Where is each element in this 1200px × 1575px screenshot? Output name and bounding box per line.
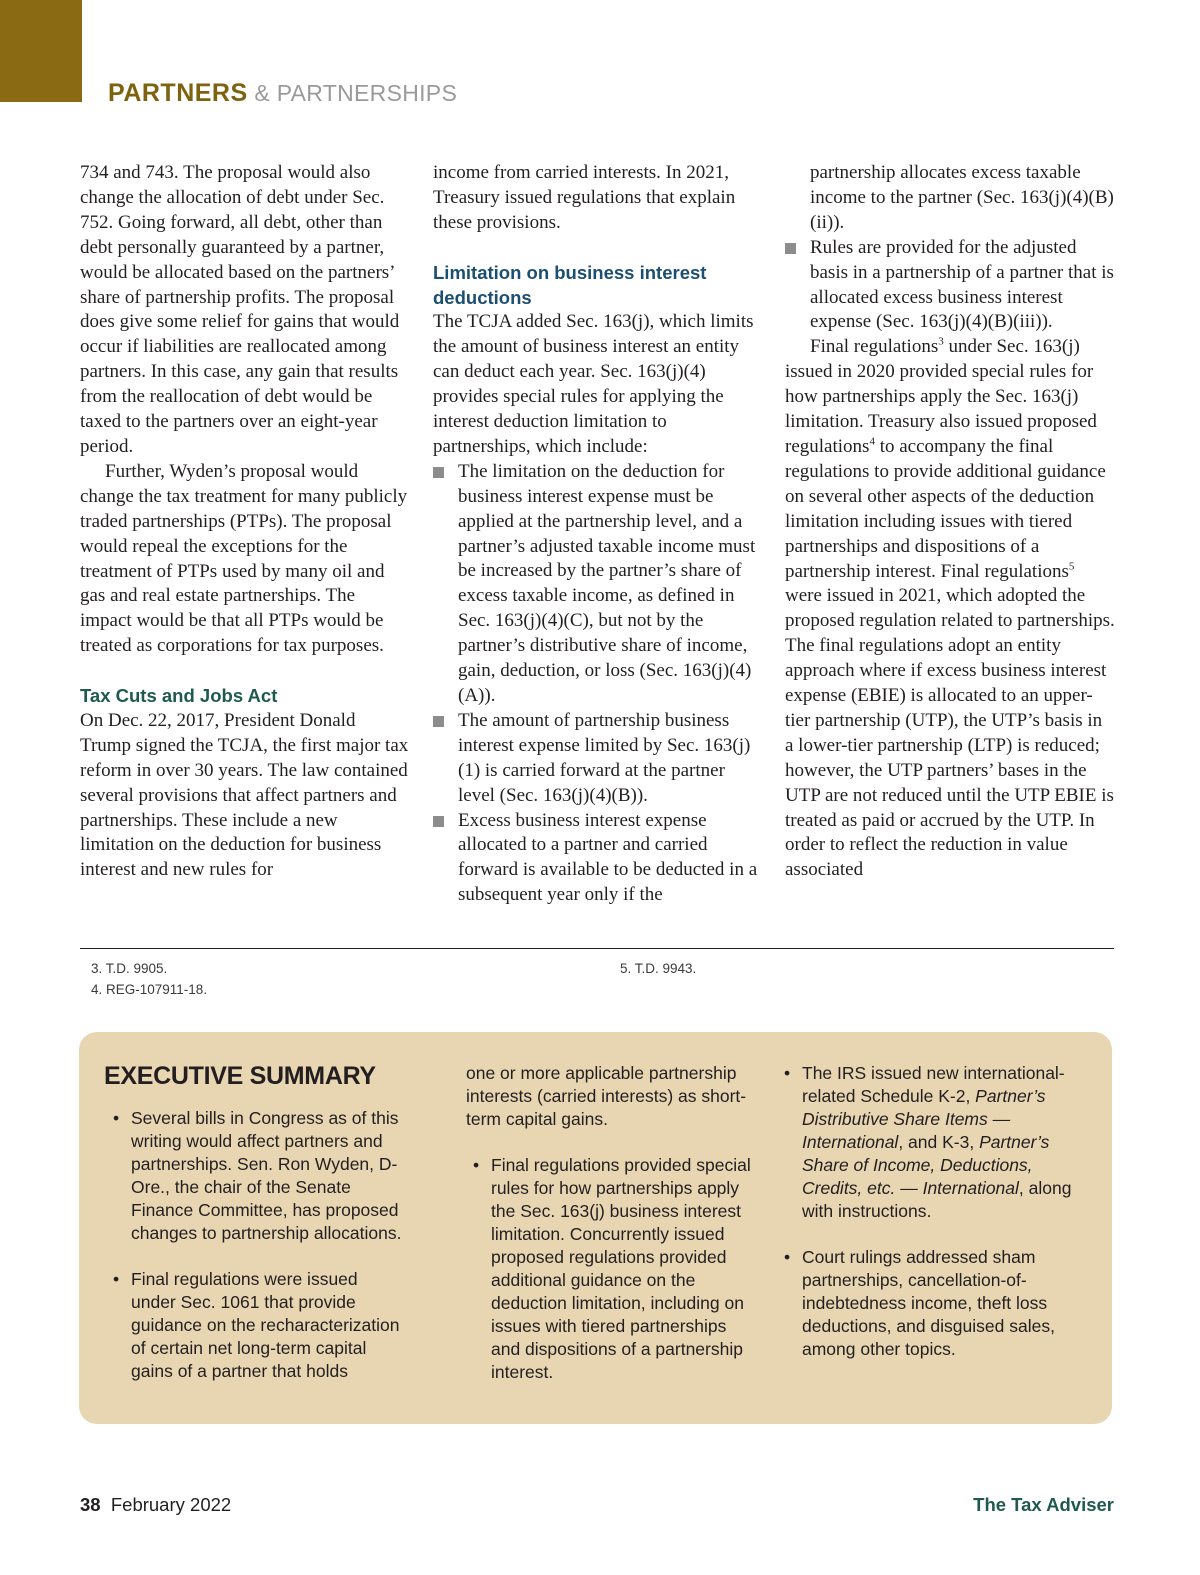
summary-bullet-schedules: • The IRS issued new international-related Schedule K-2, Partner’s Distributive Share Items — International, and K-3, Partner’s Share of Income, Deductions, Credits, etc. — International, along with instructions. [777, 1062, 1077, 1223]
footnote-5: 5. T.D. 9943. [620, 961, 697, 976]
footnote-4: 4. REG-107911-18. [91, 982, 208, 997]
footnote-ref-3: 3 [938, 336, 944, 349]
limitation-heading: Limitation on business interest deductions [433, 261, 707, 308]
summary-bullet-sec163j: • Final regulations provided special rules for how partnerships apply the Sec. 163(j) business interest limitation. Concurrently issued proposed regulations provided additional guidance on the deduction limitation, including on issues with tiered partnerships and dispositions of a partnership interest. [466, 1154, 756, 1384]
page-number: 38 [80, 1494, 101, 1515]
footnote-3: 3. T.D. 9905. [91, 961, 168, 976]
summary-column-1 [106, 1107, 406, 1406]
limitation-rules-list [433, 460, 763, 908]
col3-bullet-continuation: partnership allocates excess taxable income to the partner (Sec. 163(j)(4)(B)(ii)). [810, 162, 1114, 233]
list-item: Excess business interest expense allocated to a partner and carried forward is available to be deducted in a subsequent year only if the [433, 809, 763, 909]
summary-bullet-sec1061-continued: one or more applicable partnership interests (carried interests) as short-term capital gains. [466, 1063, 747, 1129]
column-2 [433, 161, 763, 908]
adjusted-basis-list [785, 236, 1115, 336]
publication-name: The Tax Adviser [973, 1494, 1114, 1515]
executive-summary-title: EXECUTIVE SUMMARY [104, 1062, 376, 1090]
list-item: Rules are provided for the adjusted basis in a partnership of a partner that is allocated excess business interest expense (Sec. 163(j)(4)(B)(iii)). [785, 236, 1115, 336]
col1-paragraph-1: 734 and 743. The proposal would also change the allocation of debt under Sec. 752. Going forward, all debt, other than debt personally guaranteed by a partner, would be allocated based on the partners’ share of partnership profits. The proposal does give some relief for gains that would occur if liabilities are reallocated among partners. In this case, any gain that results from the reallocation of debt would be taxed to the partners over an eight-year period. [80, 162, 400, 457]
issue-date: February 2022 [110, 1494, 232, 1515]
summary-column-3 [777, 1062, 1077, 1384]
summary-column-2 [466, 1062, 756, 1407]
list-item: The amount of partnership business interest expense limited by Sec. 163(j)(1) is carried forward at the partner level (Sec. 163(j)(4)(B)). [433, 709, 763, 809]
executive-summary-box [79, 1032, 1112, 1424]
col2-paragraph-1: income from carried interests. In 2021, Treasury issued regulations that explain these provisions. [433, 162, 736, 233]
column-1 [80, 161, 410, 883]
tcja-heading: Tax Cuts and Jobs Act [80, 685, 278, 707]
summary-bullet-sec1061: • Final regulations were issued under Sec. 1061 that provide guidance on the recharacterization of certain net long-term capital gains of a partner that holds [106, 1268, 406, 1383]
footnote-ref-4: 4 [869, 435, 875, 448]
footnote-divider [80, 948, 1114, 949]
col1-paragraph-3: On Dec. 22, 2017, President Donald Trump signed the TCJA, the first major tax reform in over 30 years. The law contained several provisions that affect partners and partnerships. These include a new limitation on the deduction for business interest and new rules for [80, 709, 409, 881]
section-header-light: & PARTNERSHIPS [247, 80, 458, 106]
list-item: The limitation on the deduction for business interest expense must be applied at the partnership level, and a partner’s adjusted taxable income must be increased by the partner’s share of excess taxable income, as defined in Sec. 163(j)(4)(C), but not by the partner’s distributive share of income, gain, deduction, or loss (Sec. 163(j)(4)(A)). [433, 460, 763, 709]
header-color-block [0, 0, 82, 102]
col3-paragraph-final-regulations: Final regulations$^3$ under Sec. 163(j) issued in 2020 provided special rules for how partnerships apply the Sec. 163(j) limitation. Treasury also issued proposed regulations$^4$ to accompany the final regulations to provide additional guidance on several other aspects of the deduction limitation including issues with tiered partnerships and dispositions of a partnership interest. Final regulations$^5$ were issued in 2021, which adopted the proposed regulation related to partnerships. The final regulations adopt an entity approach where if excess business interest expense (EBIE) is allocated to an upper-tier partnership (UTP), the UTP’s basis in a lower-tier partnership (LTP) is reduced; however, the UTP partners’ bases in the UTP are not reduced until the UTP EBIE is treated as paid or accrued by the UTP. In order to reflect the reduction in value associated [785, 336, 1115, 881]
summary-bullet-bills: • Several bills in Congress as of this writing would affect partners and partnerships. Sen. Ron Wyden, D-Ore., the chair of the Senate Finance Committee, has proposed changes to partnership allocations. [106, 1107, 406, 1245]
col2-paragraph-2: The TCJA added Sec. 163(j), which limits the amount of business interest an entity can deduct each year. Sec. 163(j)(4) provides special rules for applying the interest deduction limitation to partnerships, which include: [433, 311, 754, 457]
summary-bullet-court-rulings: • Court rulings addressed sham partnerships, cancellation-of-indebtedness income, theft loss deductions, and disguised sales, among other topics. [777, 1246, 1077, 1361]
col1-paragraph-2: Further, Wyden’s proposal would change the tax treatment for many publicly traded partnerships (PTPs). The proposal would repeal the exceptions for the treatment of PTPs used by many oil and gas and real estate partnerships. The impact would be that all PTPs would be treated as corporations for tax purposes. [80, 460, 408, 657]
section-header [108, 78, 457, 108]
footer-page-info [80, 1494, 231, 1516]
column-3 [785, 161, 1115, 883]
section-header-bold: PARTNERS [108, 79, 248, 107]
footnote-ref-5: 5 [1068, 560, 1075, 573]
